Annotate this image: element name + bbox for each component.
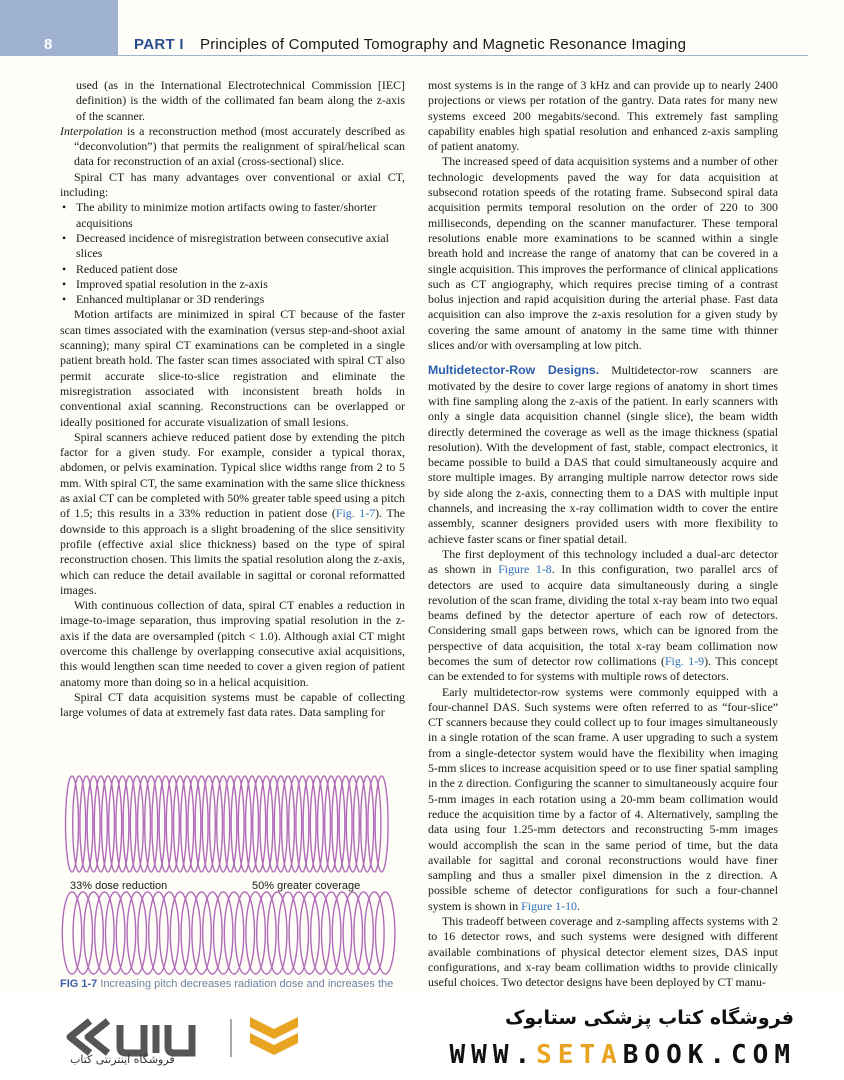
list-item: • Enhanced multiplanar or 3D renderings (62, 292, 265, 307)
list-item: • Improved spatial resolution in the z-axis (62, 276, 268, 291)
right-column (428, 78, 778, 991)
paragraph: Spiral CT data acquisition systems must be capable of collecting large volumes of data at extremely fast data rates. Data sampling for (60, 689, 405, 720)
helix-loop (354, 892, 373, 974)
helix-loop (159, 776, 172, 872)
helix-loop (152, 776, 165, 872)
shop-url[interactable]: WWW.SETABOOK.COM (449, 1040, 796, 1070)
helix-loop (325, 776, 338, 872)
section-heading: Multidetector-Row Designs. (428, 363, 600, 378)
helix-loop (365, 892, 384, 974)
helix-loop (188, 776, 201, 872)
helix-loop (166, 776, 179, 872)
helix-loop (123, 776, 136, 872)
paragraph: Interpolation is a reconstruction method (most accurately described as “deconvolution”) that permits the realignment of spiral/helical scan data for reconstruction of an axial (cross-sectional) slice. (60, 123, 405, 169)
helix-loop (354, 776, 367, 872)
helix-loop (267, 892, 286, 974)
helix-loop (339, 776, 352, 872)
term: Interpolation (60, 123, 123, 138)
paragraph: This tradeoff between coverage and z-sampling affects systems with 2 to 16 detector rows, and such systems were designed with different available combinations of physical detector element sizes, DAS input configurations, and x-ray beam collimation widths to provide clinically useful choices. Two detector designs have been deployed by CT manu- (428, 914, 778, 990)
helix-loop (253, 776, 266, 872)
helix-loop (170, 892, 189, 974)
helix-loop (102, 776, 115, 872)
helix-loop (321, 892, 340, 974)
list-item: • Reduced patient dose (62, 261, 178, 276)
helix-loop (138, 892, 157, 974)
part-label: PART I (134, 36, 184, 53)
helix-loop (138, 776, 151, 872)
helix-loop (296, 776, 309, 872)
helix-loop (127, 892, 146, 974)
figure-link[interactable]: Fig. 1-7 (335, 506, 376, 521)
helix-loop (105, 892, 124, 974)
helix-loop (202, 776, 215, 872)
helix-loop (289, 892, 308, 974)
paragraph: used (as in the International Electrotechnical Commission [IEC] definition) is the width of the collimated fan beam along the z-axis of the scanner. (76, 78, 405, 123)
helix-loop (267, 776, 280, 872)
helix-loop (116, 776, 129, 872)
helix-loop (174, 776, 187, 872)
helix-loop (224, 892, 243, 974)
helix-loop (159, 892, 178, 974)
logo-subtitle: فروشگاه اینترنتی کتاب (70, 1053, 175, 1066)
figure-link[interactable]: Fig. 1-9 (664, 653, 705, 668)
helix-loop (346, 776, 359, 872)
helix-loop (181, 776, 194, 872)
paragraph: Motion artifacts are minimized in spiral CT because of the faster scan times associated with the examination (versus step-and-shoot axial scanning); many spiral CT examinations can be completed in a single patient breath hold. The faster scan times associated with spiral CT also permit accurate slice-to-slice registration and eliminate the misregistration associated with inconsistent breath holds in conventional axial scanning. Reconstructions can be overlapped or ideally positioned for accurate visualization of small lesions. (60, 307, 405, 429)
helix-loop (257, 892, 276, 974)
header-rule (118, 55, 808, 56)
helix-loop (282, 776, 295, 872)
paragraph: Early multidetector-row systems were commonly equipped with a four-channel DAS. Such systems were often referred to as “four-slice” CT scanners because they could collect up to four images simultaneously in a single rotation of the scan frame. A user upgrading to such a system from a single-detector system would have the flexibility when imaging 5-mm slices to increase acquisition speed or to use finer spatial sampling in the z direction. Configuring the scanner to simultaneously acquire four 5-mm images in each rotation using a 20-mm beam collimation would reduce the acquisition time by a factor of 4. Alternatively, sampling the data using four 1.25-mm detectors and reconstructing 5-mm images would accomplish the scan in the same period of time, but the data available for sagittal and coronal reconstructions would have finer sampling and thus a smaller pixel dimension in the z direction. A possible scheme of detector configurations for such a four-channel system is shown in Figure 1-10. (428, 684, 778, 913)
helix-loop (318, 776, 331, 872)
helix-sparse (62, 892, 395, 974)
helix-loop (375, 776, 388, 872)
helix-loop (224, 776, 237, 872)
list-item: • The ability to minimize motion artifacts owing to faster/shorter acquisitions (62, 200, 377, 230)
helix-loop (66, 776, 79, 872)
helix-loop (95, 892, 114, 974)
helix-loop (311, 892, 330, 974)
helix-loop (181, 892, 200, 974)
helix-loop (238, 776, 251, 872)
watermark-banner (0, 993, 844, 1080)
figure-caption: FIG 1-7 Increasing pitch decreases radiation dose and increases the (60, 978, 394, 990)
helix-loop (203, 892, 222, 974)
paragraph: most systems is in the range of 3 kHz and can provide up to nearly 2400 projections or views per rotation of the gantry. Data rates for many new systems exceed 200 megabits/second. This extremely fast sampling capability enables high spatial resolution and enhanced z-axis sampling of patient anatomy. (428, 78, 778, 154)
left-column (60, 78, 405, 720)
paragraph: The first deployment of this technology included a dual-arc detector as shown in Figure 1-8. In this configuration, two parallel arcs of detectors are used to acquire data simultaneously during a single revolution of the scan frame, dividing the total x-ray beam into two equal beams defined by the detector aperture of each row of detectors. Considering small gaps between rows, which can be ignored from the perspective of data acquisition, the total x-ray beam collimation now becomes the sum of detector row collimations (Fig. 1-9). This concept can be extended to for systems with multiple rows of detectors. (428, 546, 778, 684)
helix-loop (343, 892, 362, 974)
helix-loop (195, 776, 208, 872)
helix-loop (231, 776, 244, 872)
helix-dense (66, 776, 389, 872)
helix-loop (210, 776, 223, 872)
helix-loop (246, 776, 259, 872)
advantages-list (60, 200, 405, 307)
helix-loop (217, 776, 230, 872)
helix-loop (332, 776, 345, 872)
helix-loop (130, 776, 143, 872)
list-item: • Decreased incidence of misregistration between consecutive axial slices (62, 230, 389, 261)
helix-loop (116, 892, 135, 974)
helix-loop (278, 892, 297, 974)
helix-loop (149, 892, 168, 974)
helix-loop (303, 776, 316, 872)
helix-loop (310, 776, 323, 872)
page-number: 8 (44, 36, 53, 53)
helix-loop (246, 892, 265, 974)
helix-loop (109, 776, 122, 872)
shop-name: فروشگاه کتاب پزشکی ستابوک (504, 1007, 794, 1029)
helix-loop (289, 776, 302, 872)
helix-loop (192, 892, 211, 974)
paragraph: Spiral scanners achieve reduced patient dose by extending the pitch factor for a given study. For example, consider a typical thorax, abdomen, or pelvis examination. Typical slice widths range from 2 to 5 mm. With spiral CT, the same examination with the same slice thickness as axial CT can be completed with 50% greater table speed using a pitch of 1.5; this results in a 33% reduction in patient dose (Fig. 1-7). The downside to this approach is a slight broadening of the slice sensitivity profile (effective axial slice thickness) based on the type of spiral reconstruction chosen. This limits the spatial resolution along the z-axis, which can reduce the detail available in sagittal or coronal reformatted images. (60, 429, 405, 597)
label-dose-reduction: 33% dose reduction (70, 880, 168, 892)
figure-1-7 (60, 768, 405, 992)
helix-loop (145, 776, 158, 872)
helix-loop (213, 892, 232, 974)
helix-loop (368, 776, 381, 872)
paragraph: With continuous collection of data, spiral CT enables a reduction in image-to-image separation, thus improving spatial resolution in the z-axis if the data are oversampled (pitch < 1.0). Although axial CT might overcome this challenge by overlapping consecutive axial acquisitions, this would lengthen scan time needed to cover a given region of patient anatomy more than doing so in a helical acquisition. (60, 598, 405, 689)
helix-loop (73, 776, 86, 872)
helix-loop (375, 892, 394, 974)
helix-loop (94, 776, 107, 872)
helix-loop (62, 892, 81, 974)
helix-loop (84, 892, 103, 974)
helix-loop (274, 776, 287, 872)
helix-loop (332, 892, 351, 974)
running-title: Principles of Computed Tomography and Magnetic Resonance Imaging (200, 36, 687, 53)
helix-loop (80, 776, 93, 872)
helix-loop (260, 776, 273, 872)
paragraph: Spiral CT has many advantages over conventional or axial CT, including: (60, 169, 405, 200)
helix-loop (235, 892, 254, 974)
header-tab (0, 0, 118, 56)
paragraph: The increased speed of data acquisition systems and a number of other technologic developments paved the way for data acquisition at subsecond rotation speeds of the rotating frame. Subsecond spiral data acquisition permits temporal resolution on the order of 220 to 300 milliseconds, depending on the scanner manufacturer. These temporal resolutions enable more examinations to be scanned within a single breath hold and increase the range of anatomy that can be covered in a single acquisition. This improves the performance of clinical applications such as CT angiography, which requires precise timing of a contrast bolus injection and rapid acquisition during the arterial phase. Fast data acquisition can also improve the z-axis resolution for a given study by covering the same amount of anatomy in the same time with thinner slices and/or with oversampling at low pitch. (428, 154, 778, 353)
helix-loop (87, 776, 100, 872)
helix-loop (73, 892, 92, 974)
figure-link[interactable]: Figure 1-8 (498, 562, 552, 577)
label-greater-coverage: 50% greater coverage (252, 880, 361, 892)
figure-link[interactable]: Figure 1-10 (521, 898, 577, 913)
helix-loop (300, 892, 319, 974)
paragraph: Multidetector-Row Designs. Multidetector-row scanners are motivated by the desire to cover large regions of anatomy in short times with fine sampling along the z-axis of the patient. In early scanners with only a single data acquisition channel (single slice), the beam width directly determined the coverage as well as the image thickness (spatial resolution). With the development of fast, stable, compact electronics, it became possible to build a DAS that could simultaneously acquire and store multiple images. By arranging multiple narrow detector rows side by side along the z-axis, connecting them to a DAS with multiple input channels, and increasing the x-ray collimation width to cover the entire assembly, scanner designers provided users with more flexibility to achieve faster scans or finer spatial detail. (428, 363, 779, 546)
helix-illustration (60, 768, 405, 978)
helix-loop (361, 776, 374, 872)
